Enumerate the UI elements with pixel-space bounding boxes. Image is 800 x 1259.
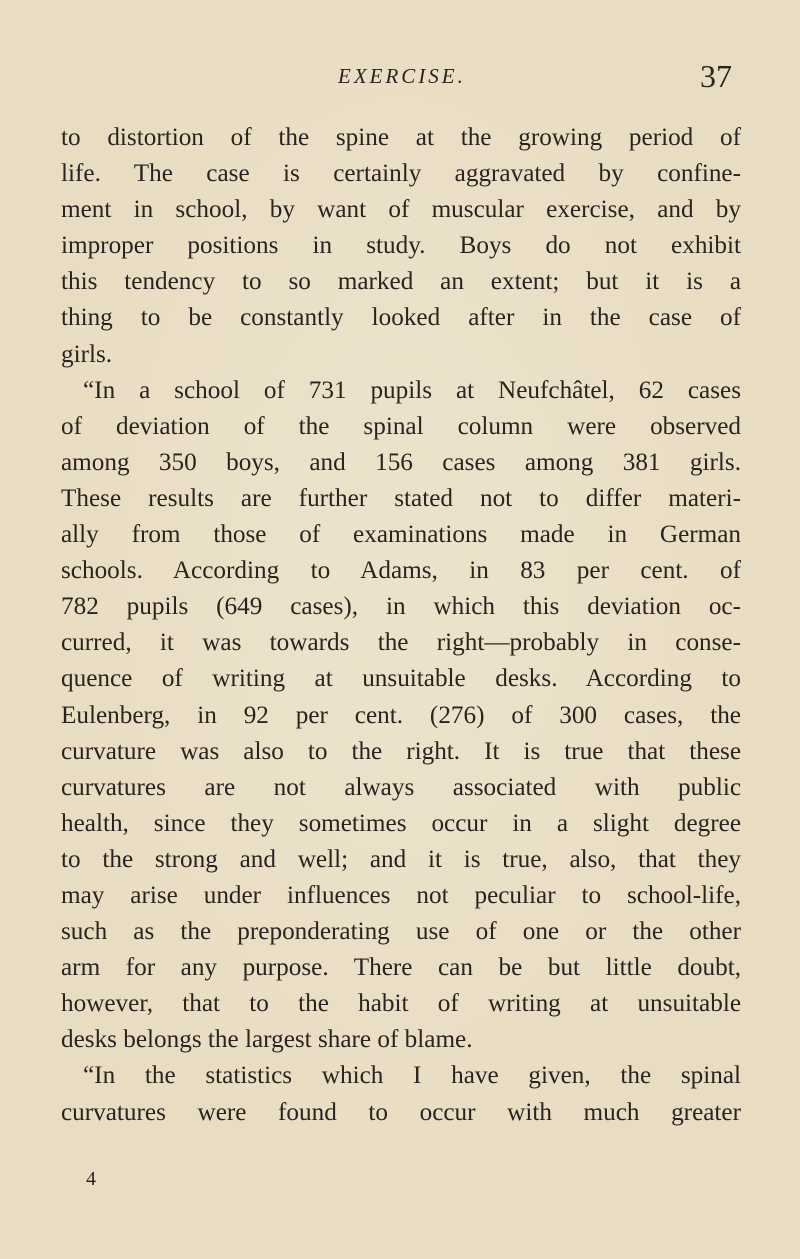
text-line: These results are further stated not to differ materi- (61, 484, 741, 512)
text-line: may arise under influences not peculiar to school-life, (61, 881, 741, 909)
text-line: quence of writing at unsuitable desks. According to (61, 665, 741, 693)
body-text (61, 120, 741, 1131)
text-line: to distortion of the spine at the growing period of (61, 124, 741, 151)
text-line: arm for any purpose. There can be but little doubt, (61, 954, 741, 982)
text-line: schools. According to Adams, in 83 per cent. of (61, 557, 741, 585)
text-line: Eulenberg, in 92 per cent. (276) of 300 cases, the (61, 701, 741, 729)
text-line: “In a school of 731 pupils at Neufchâtel, 62 cases (83, 376, 741, 404)
text-line: curred, it was towards the right—probably in conse- (61, 629, 741, 657)
text-line: curvatures are not always associated with public (61, 773, 741, 801)
text-line: of deviation of the spinal column were observed (61, 412, 741, 440)
text-line: thing to be constantly looked after in the case of (61, 304, 741, 332)
text-line: ment in school, by want of muscular exercise, and by (61, 196, 741, 224)
running-head: EXERCISE. (338, 64, 466, 88)
text-line: health, since they sometimes occur in a slight degree (61, 809, 741, 837)
text-line: this tendency to so marked an extent; but it is a (61, 268, 741, 296)
text-line: life. The case is certainly aggravated by confine- (61, 160, 741, 188)
text-line: desks belongs the largest share of blame. (61, 1026, 473, 1054)
text-line: curvatures were found to occur with much greater (61, 1098, 741, 1126)
text-line: girls. (61, 340, 113, 368)
text-line: however, that to the habit of writing at unsuitable (61, 990, 741, 1018)
text-line: improper positions in study. Boys do not exhibit (61, 232, 741, 260)
text-line: to the strong and well; and it is true, also, that they (61, 845, 741, 873)
text-line: 782 pupils (649 cases), in which this deviation oc- (61, 593, 741, 621)
text-line: “In the statistics which I have given, the spinal (83, 1062, 741, 1090)
text-line: ally from those of examinations made in German (61, 521, 741, 549)
text-line: such as the preponderating use of one or the other (61, 918, 741, 946)
signature-mark: 4 (86, 1168, 96, 1190)
text-line: among 350 boys, and 156 cases among 381 girls. (61, 448, 741, 476)
text-line: curvature was also to the right. It is true that these (61, 737, 741, 765)
page-number: 37 (700, 58, 732, 94)
